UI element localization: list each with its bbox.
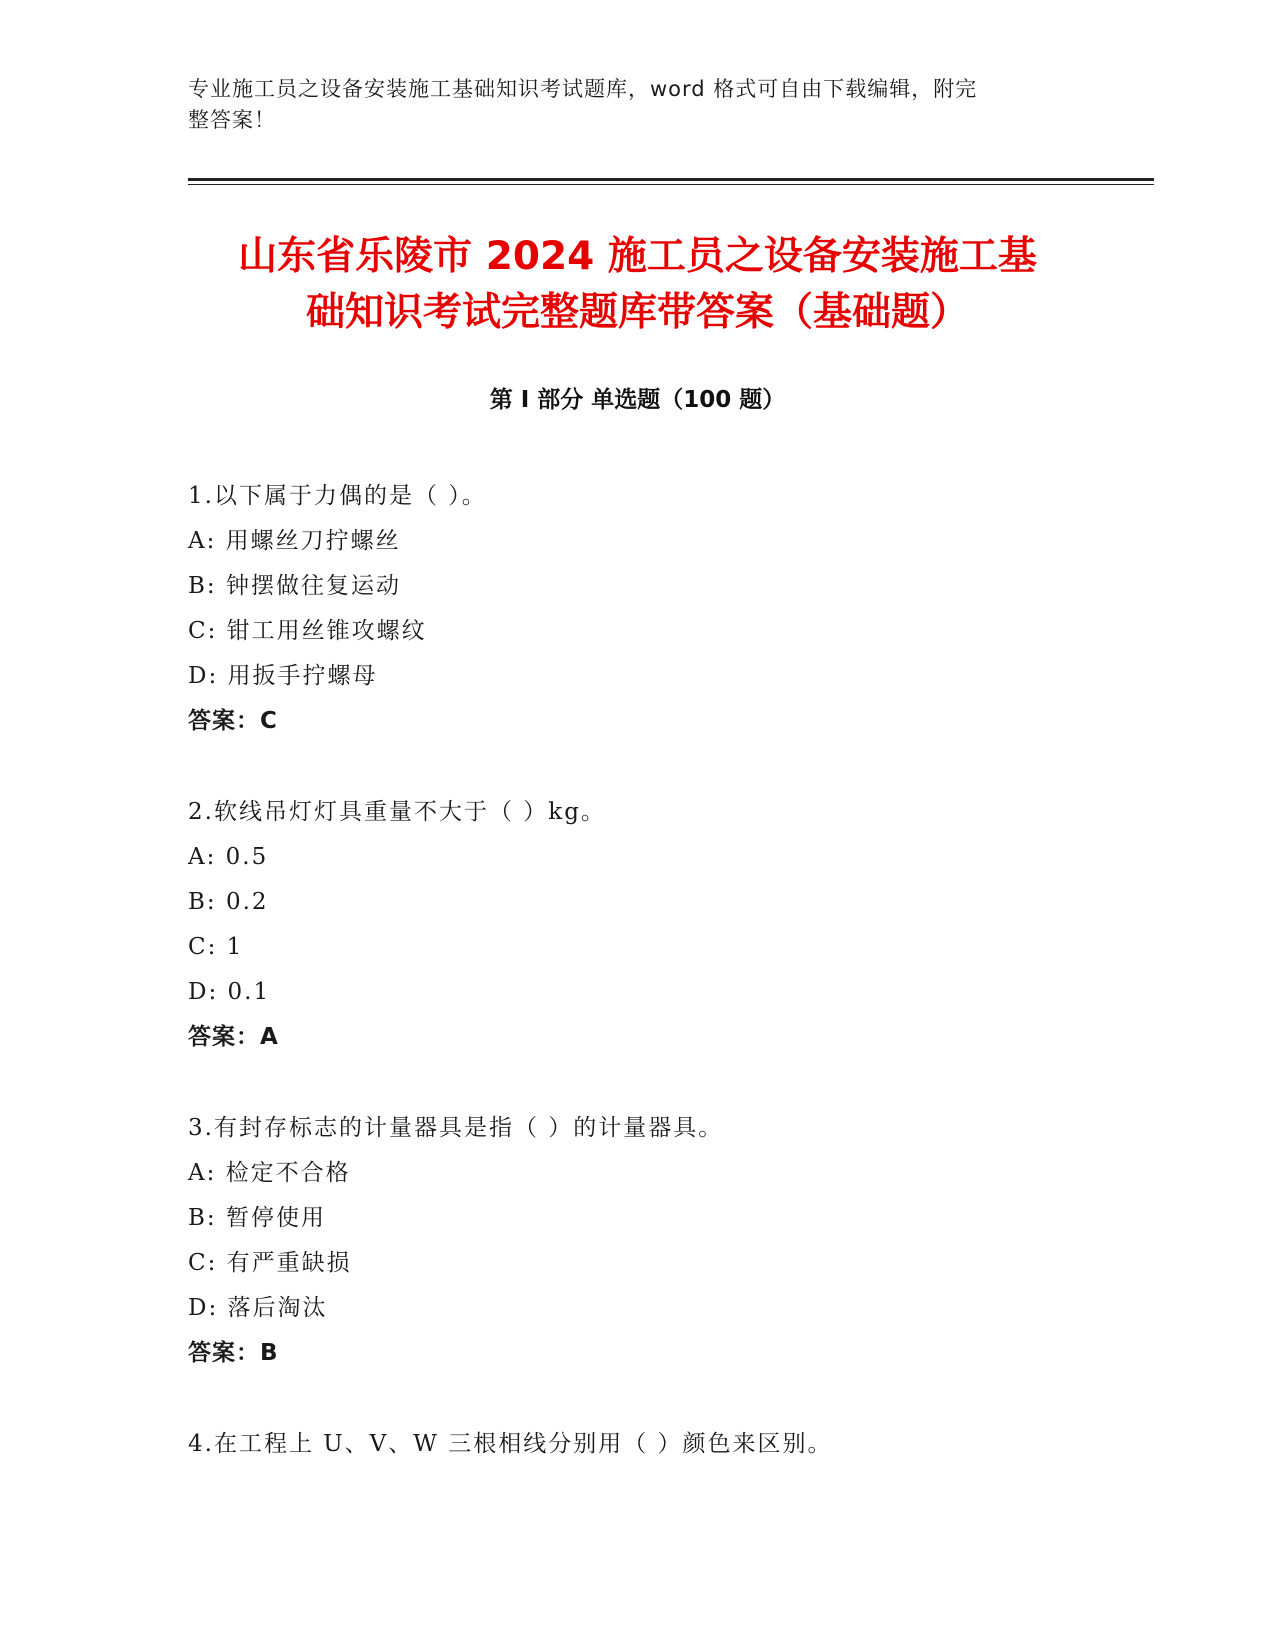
option-a bbox=[188, 835, 1148, 880]
option-key: B: bbox=[188, 1205, 217, 1231]
option-key: B: bbox=[188, 889, 217, 915]
question-1 bbox=[188, 474, 1148, 744]
header-note bbox=[188, 74, 1068, 136]
option-c bbox=[188, 925, 1148, 970]
option-text: 检定不合格 bbox=[225, 1160, 351, 1186]
header-divider-thin bbox=[188, 184, 1154, 185]
option-text: 钳工用丝锥攻螺纹 bbox=[226, 618, 427, 644]
question-stem: 4.在工程上 U、V、W 三根相线分别用（ ）颜色来区别。 bbox=[188, 1431, 833, 1457]
answer: 答案：C bbox=[188, 708, 278, 734]
option-text: 暂停使用 bbox=[225, 1205, 326, 1231]
header-note-line-1: 专业施工员之设备安装施工基础知识考试题库，word 格式可自由下载编辑，附完 bbox=[188, 77, 978, 101]
option-text: 落后淘汰 bbox=[227, 1295, 328, 1321]
option-d bbox=[188, 654, 1148, 699]
option-b bbox=[188, 880, 1148, 925]
option-b bbox=[188, 564, 1148, 609]
option-text: 1 bbox=[226, 934, 244, 960]
option-c bbox=[188, 609, 1148, 654]
option-d bbox=[188, 1286, 1148, 1331]
option-text: 0.5 bbox=[225, 844, 269, 870]
option-key: D: bbox=[188, 663, 219, 689]
option-key: A: bbox=[188, 844, 217, 870]
question-3 bbox=[188, 1106, 1148, 1376]
question-stem: 1.以下属于力偶的是（ ）。 bbox=[188, 483, 487, 509]
option-key: D: bbox=[188, 979, 219, 1005]
answer: 答案：A bbox=[188, 1024, 279, 1050]
option-text: 用扳手拧螺母 bbox=[227, 663, 378, 689]
option-a bbox=[188, 1151, 1148, 1196]
option-key: C: bbox=[188, 934, 218, 960]
question-list bbox=[188, 474, 1148, 1513]
option-c bbox=[188, 1241, 1148, 1286]
question-stem: 2.软线吊灯灯具重量不大于（ ）kg。 bbox=[188, 799, 606, 825]
document-title-line-1: 山东省乐陵市 2024 施工员之设备安装施工基 bbox=[238, 234, 1037, 279]
header-divider-thick bbox=[188, 178, 1154, 181]
section-title: 第 I 部分 单选题（100 题） bbox=[489, 387, 786, 413]
document-title-line-2: 础知识考试完整题库带答案（基础题） bbox=[305, 290, 969, 335]
option-key: D: bbox=[188, 1295, 219, 1321]
option-text: 有严重缺损 bbox=[226, 1250, 352, 1276]
option-text: 用螺丝刀拧螺丝 bbox=[225, 528, 401, 554]
option-text: 0.1 bbox=[227, 979, 271, 1005]
option-key: A: bbox=[188, 1160, 217, 1186]
answer: 答案：B bbox=[188, 1340, 279, 1366]
option-key: C: bbox=[188, 618, 218, 644]
question-stem: 3.有封存标志的计量器具是指（ ）的计量器具。 bbox=[188, 1115, 724, 1141]
option-a bbox=[188, 519, 1148, 564]
option-key: C: bbox=[188, 1250, 218, 1276]
question-4 bbox=[188, 1422, 1148, 1467]
option-text: 0.2 bbox=[225, 889, 269, 915]
option-text: 钟摆做往复运动 bbox=[225, 573, 401, 599]
option-key: B: bbox=[188, 573, 217, 599]
header-note-line-2: 整答案！ bbox=[188, 108, 276, 132]
option-key: A: bbox=[188, 528, 217, 554]
option-b bbox=[188, 1196, 1148, 1241]
question-2 bbox=[188, 790, 1148, 1060]
document-title bbox=[160, 229, 1115, 341]
option-d bbox=[188, 970, 1148, 1015]
